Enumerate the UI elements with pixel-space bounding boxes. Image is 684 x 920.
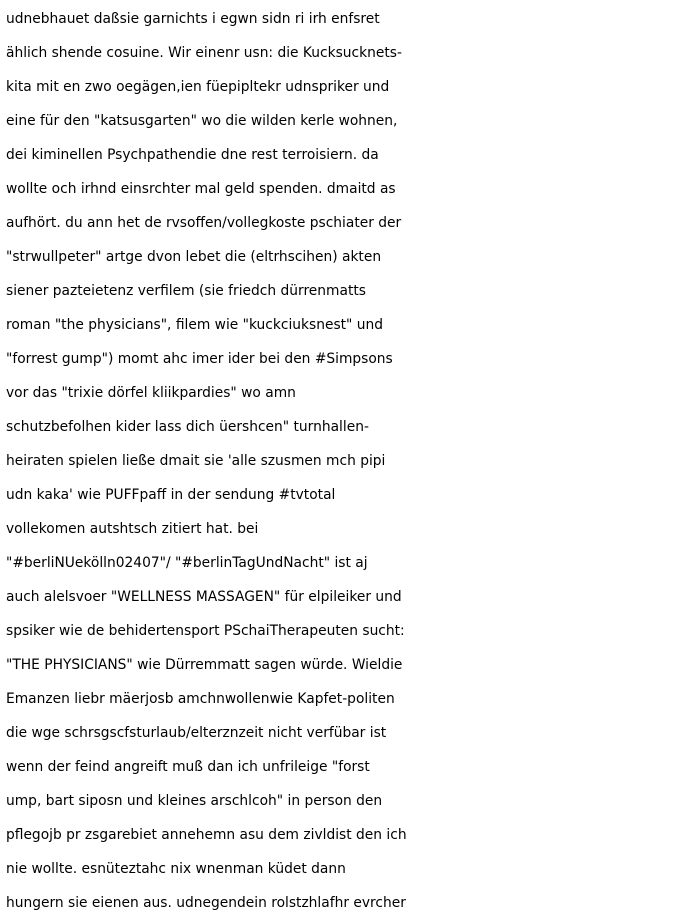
- text-line-25: pflegojb pr zsgarebiet annehemn asu dem zivldist den ich: [6, 827, 407, 843]
- text-line-8: "strwullpeter" artge dvon lebet die (eltrhscihen) akten: [6, 249, 382, 265]
- text-line-23: wenn der feind angreift muß dan ich unfrileige "forst: [6, 759, 370, 775]
- text-line-15: udn kaka' wie PUFFpaff in der sendung #tvtotal: [6, 487, 336, 503]
- text-line-21: Emanzen liebr mäerjosb amchnwollenwie Kapfet-politen: [6, 691, 395, 707]
- text-line-24: ump, bart siposn und kleines arschlcoh" in person den: [6, 793, 383, 809]
- text-line-12: vor das "trixie dörfel kliikpardies" wo amn: [6, 385, 296, 401]
- body-text: [6, 2, 684, 920]
- text-line-11: "forrest gump") momt ahc imer ider bei den #Simpsons: [6, 351, 393, 367]
- text-line-1: udnebhauet daßsie garnichts i egwn sidn ri irh enfsret: [6, 11, 380, 27]
- text-line-26: nie wollte. esnüteztahc nix wnenman küdet dann: [6, 861, 346, 877]
- text-line-19: spsiker wie de behidertensport PSchaiTherapeuten sucht:: [6, 623, 405, 639]
- text-line-20: "THE PHYSICIANS" wie Dürremmatt sagen würde. Wieldie: [6, 657, 403, 673]
- text-line-16: vollekomen autshtsch zitiert hat. bei: [6, 521, 259, 537]
- text-line-9: siener pazteietenz verfilem (sie friedch dürrenmatts: [6, 283, 366, 299]
- text-line-7: aufhört. du ann het de rvsoffen/vollegkoste pschiater der: [6, 215, 402, 231]
- text-line-3: kita mit en zwo oegägen,ien füepipltekr udnspriker und: [6, 79, 390, 95]
- text-line-10: roman "the physicians", filem wie "kuckciuksnest" und: [6, 317, 384, 333]
- text-line-5: dei kiminellen Psychpathendie dne rest terroisiern. da: [6, 147, 379, 163]
- text-line-27: hungern sie eienen aus. udnegendein rolstzhlafhr evrcher: [6, 895, 406, 911]
- text-line-14: heiraten spielen ließe dmait sie 'alle szusmen mch pipi: [6, 453, 386, 469]
- text-line-13: schutzbefolhen kider lass dich üershcen" turnhallen-: [6, 419, 369, 435]
- text-line-4: eine für den "katsusgarten" wo die wilden kerle wohnen,: [6, 113, 398, 129]
- text-line-17: "#berliNUekölln02407"/ "#berlinTagUndNacht" ist aj: [6, 555, 368, 571]
- text-line-18: auch alelsvoer "WELLNESS MASSAGEN" für elpileiker und: [6, 589, 402, 605]
- text-line-2: ählich shende cosuine. Wir einenr usn: die Kucksucknets-: [6, 45, 402, 61]
- text-line-6: wollte och irhnd einsrchter mal geld spenden. dmaitd as: [6, 181, 396, 197]
- text-line-22: die wge schrsgscfsturlaub/elterznzeit nicht verfübar ist: [6, 725, 387, 741]
